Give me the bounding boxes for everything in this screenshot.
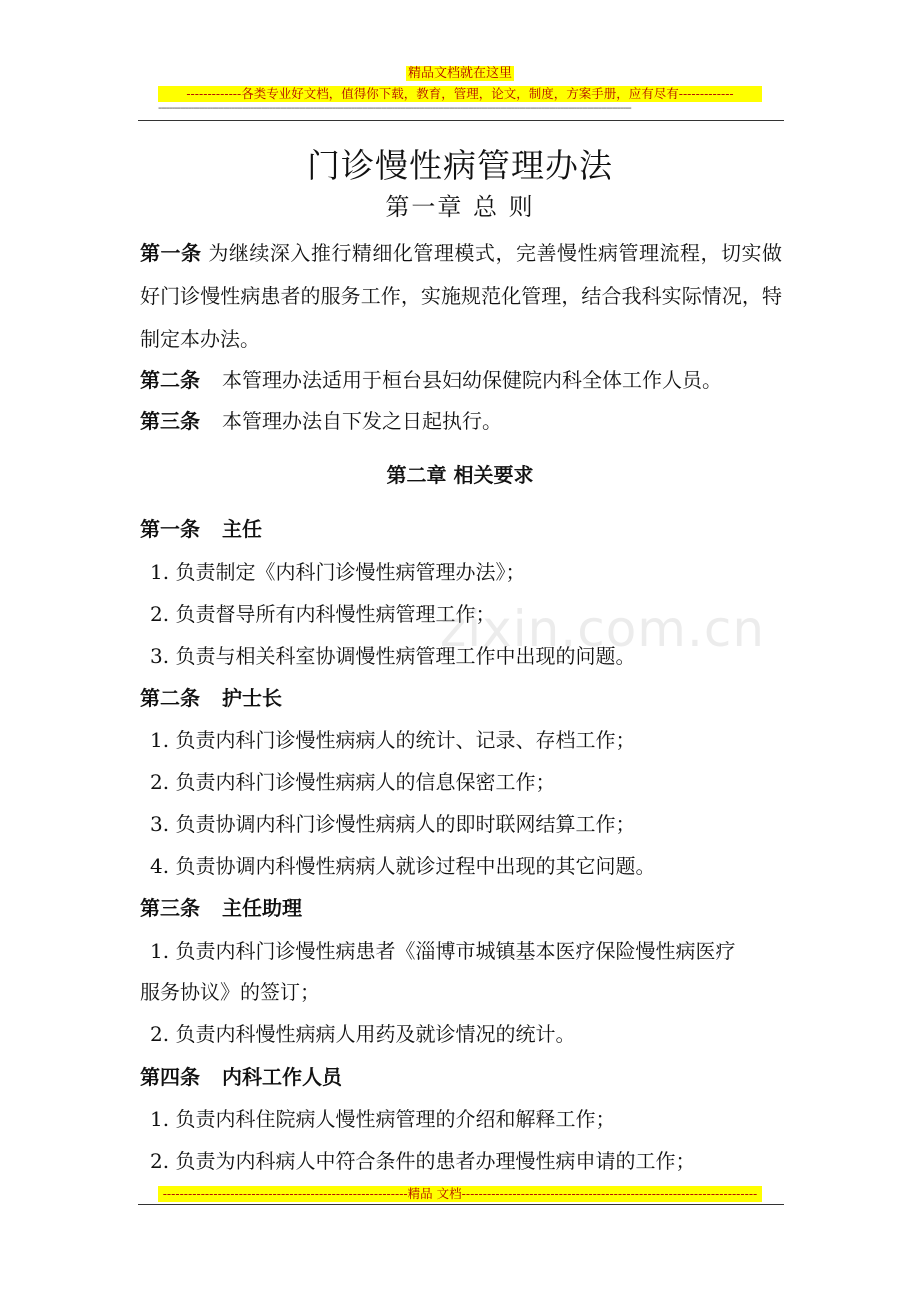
header-banner-top: 精品文档就在这里 — [407, 66, 512, 81]
section-heading: 第三条 主任助理 — [140, 896, 302, 920]
article-1-lead: 第一条 — [140, 241, 202, 265]
list-item: 1. 负责内科住院病人慢性病管理的介绍和解释工作； — [150, 1107, 616, 1131]
list-item: 2. 负责内科慢性病病人用药及就诊情况的统计。 — [150, 1022, 576, 1046]
chapter-2-heading: 第二章 相关要求 — [386, 463, 534, 487]
list-item: 2. 负责为内科病人中符合条件的患者办理慢性病申请的工作； — [150, 1149, 696, 1173]
article-3 — [140, 406, 782, 436]
header-banner-line: -------------各类专业好文档，值得你下载，教育，管理，论文，制度，方案手册，应有尽有------------- — [158, 86, 762, 102]
article-2-text: 本管理办法适用于桓台县妇幼保健院内科全体工作人员。 — [222, 368, 722, 392]
section-heading: 第一条 主任 — [140, 517, 262, 541]
list-item: 3. 负责与相关科室协调慢性病管理工作中出现的问题。 — [150, 644, 636, 668]
article-2 — [140, 365, 782, 395]
list-item: 1. 负责内科门诊慢性病患者《淄博市城镇基本医疗保险慢性病医疗 — [150, 939, 736, 963]
document-title: 门诊慢性病管理办法 — [307, 146, 613, 185]
list-item: 2. 负责内科门诊慢性病病人的信息保密工作； — [150, 770, 556, 794]
watermark: zixin.com.cn — [440, 600, 766, 658]
chapter-1-heading: 第一章 总 则 — [385, 193, 535, 221]
article-3-lead: 第三条 — [140, 409, 200, 433]
list-item: 2. 负责督导所有内科慢性病管理工作； — [150, 602, 496, 626]
header-dashes: ------------------------------------------------------------------------------------------------------------------------------------------------------------------------------ — [158, 102, 631, 114]
header-rule — [138, 120, 784, 121]
article-1-text: 为继续深入推行精细化管理模式，完善慢性病管理流程，切实做好门诊慢性病患者的服务工作，实施规范化管理，结合我科实际情况，特制定本办法。 — [140, 241, 782, 351]
section-heading: 第二条 护士长 — [140, 686, 282, 710]
article-2-lead: 第二条 — [140, 368, 200, 392]
list-item: 1. 负责制定《内科门诊慢性病管理办法》； — [150, 560, 526, 584]
list-item: 1. 负责内科门诊慢性病病人的统计、记录、存档工作； — [150, 728, 636, 752]
footer-rule — [138, 1204, 784, 1205]
list-item: 4. 负责协调内科慢性病病人就诊过程中出现的其它问题。 — [150, 854, 656, 878]
list-item: 服务协议》的签订； — [140, 980, 320, 1004]
footer-banner: ----------------------------------------------------------精品 文档---------------------------------------------------------------------- — [158, 1186, 762, 1202]
article-3-text: 本管理办法自下发之日起执行。 — [222, 409, 502, 433]
list-item: 3. 负责协调内科门诊慢性病病人的即时联网结算工作； — [150, 812, 636, 836]
article-1 — [140, 232, 782, 361]
section-heading: 第四条 内科工作人员 — [140, 1065, 342, 1089]
